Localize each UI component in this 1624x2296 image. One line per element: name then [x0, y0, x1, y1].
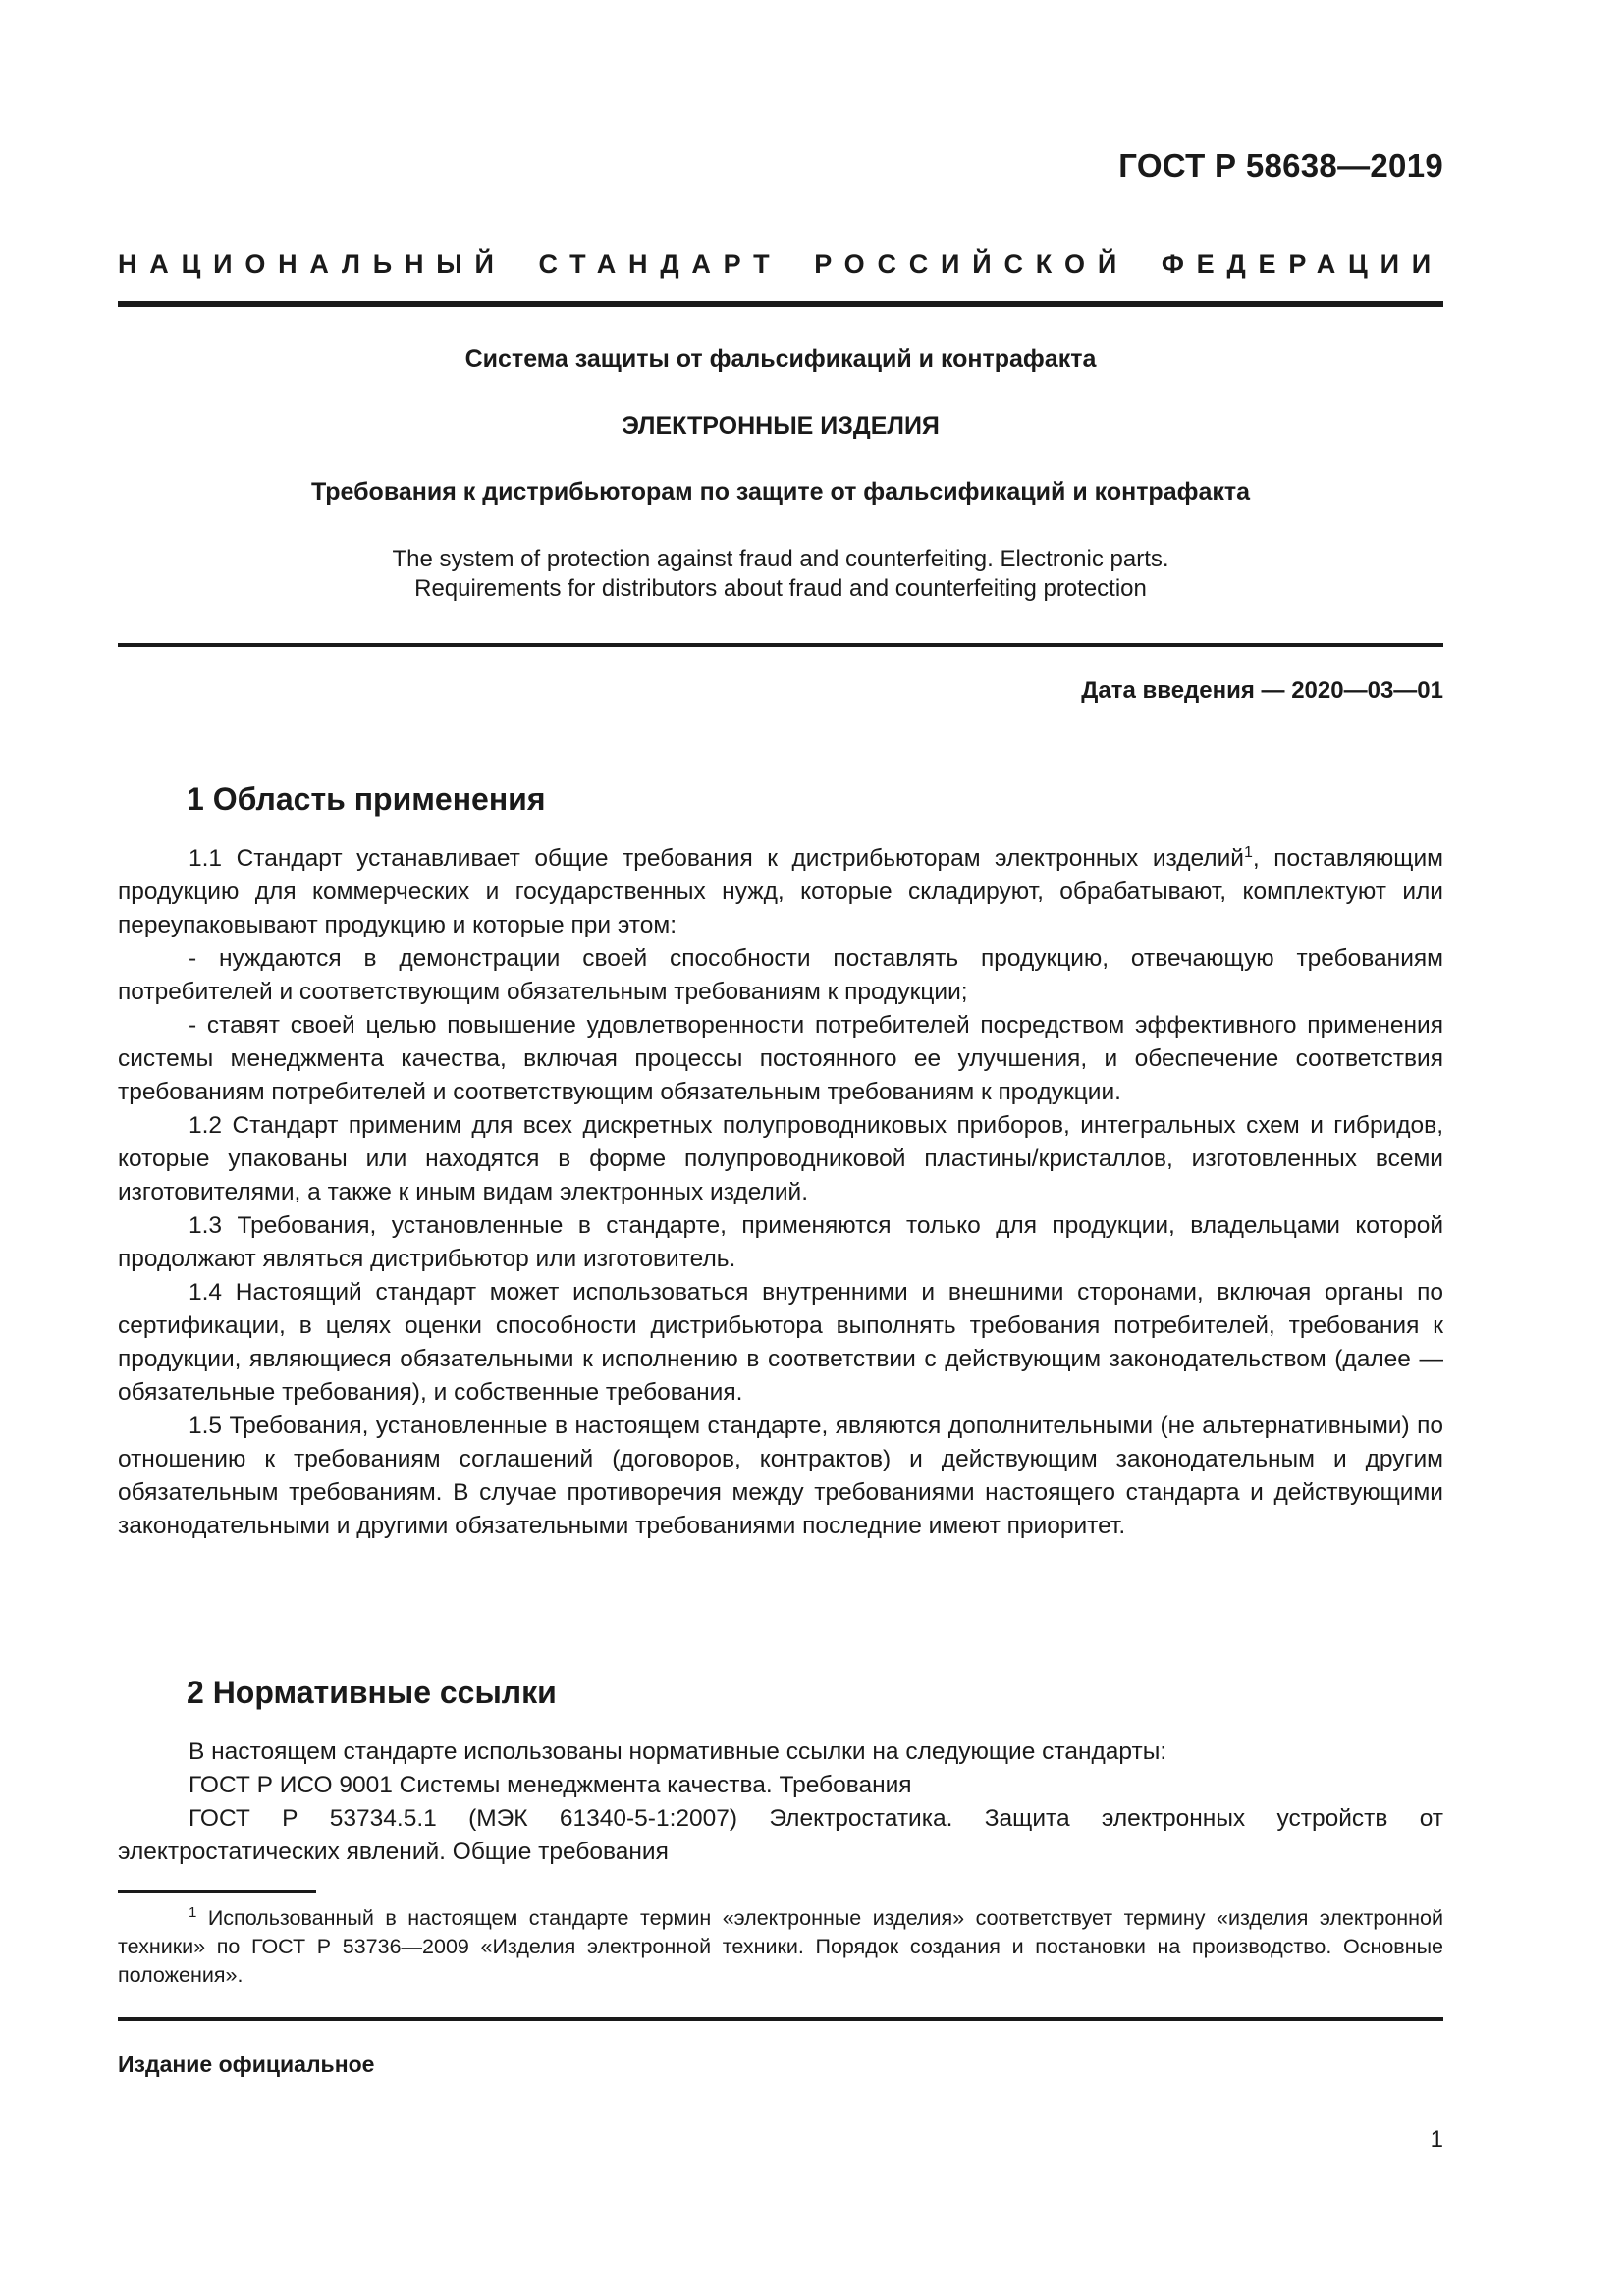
- standard-code: ГОСТ Р 58638—2019: [1118, 147, 1443, 184]
- footnote-divider: [118, 1890, 316, 1893]
- section-2-heading: 2 Нормативные ссылки: [187, 1675, 557, 1710]
- english-title-line-1: The system of protection against fraud and counterfeiting. Electronic parts.: [392, 546, 1169, 572]
- footnote: [118, 1904, 1443, 1990]
- title-main: ЭЛЕКТРОННЫЕ ИЗДЕЛИЯ: [622, 412, 940, 440]
- english-title: [118, 545, 1443, 604]
- list-item: - нуждаются в демонстрации своей способности поставлять продукцию, отвечающую требованиям потребителей и соответствующим обязательным требованиям к продукции;: [118, 945, 1443, 1005]
- footnote-reference: 1: [1243, 844, 1253, 861]
- title-subtitle: Требования к дистрибьюторам по защите от фальсификаций и контрафакта: [310, 478, 1251, 506]
- title-system: Система защиты от фальсификаций и контрафакта: [464, 346, 1097, 373]
- title-divider: [118, 643, 1443, 647]
- reference-item: ГОСТ Р ИСО 9001 Системы менеджмента качества. Требования: [189, 1772, 912, 1798]
- section-2-body: [118, 1735, 1443, 1869]
- english-title-line-2: Requirements for distributors about fraud and counterfeiting protection: [414, 575, 1147, 602]
- section-1-body: [118, 842, 1443, 1543]
- header-divider: [118, 301, 1443, 307]
- section-1-heading: 1 Область применения: [187, 781, 546, 817]
- page-number: 1: [1430, 2126, 1443, 2153]
- reference-item: ГОСТ Р 53734.5.1 (МЭК 61340-5-1:2007) Электростатика. Защита электронных устройств от электростатических явлений. Общие требования: [118, 1805, 1443, 1865]
- paragraph-1-1: [118, 842, 1443, 942]
- paragraph-1-5: 1.5 Требования, установленные в настоящем стандарте, являются дополнительными (не альтернативными) по отношению к требованиям соглашений (договоров, контрактов) и действующим законодательным и другим обязательным требованиям. В случае противоречия между требованиями настоящего стандарта и действующими законодательными и другими обязательными требованиями последние имеют приоритет.: [118, 1413, 1443, 1539]
- paragraph-1-3: 1.3 Требования, установленные в стандарте, применяются только для продукции, владельцами которой продолжают являться дистрибьютор или изготовитель.: [118, 1212, 1443, 1272]
- introduction-date: Дата введения — 2020—03—01: [1081, 677, 1443, 704]
- paragraph-1-2: 1.2 Стандарт применим для всех дискретных полупроводниковых приборов, интегральных схем и гибридов, которые упакованы или находятся в форме полупроводниковой пластины/кристаллов, изготовленных всеми изготовителями, а также к иным видам электронных изделий.: [118, 1112, 1443, 1205]
- national-standard-banner: НАЦИОНАЛЬНЫЙ СТАНДАРТ РОССИЙСКОЙ ФЕДЕРАЦИИ: [118, 249, 1443, 279]
- paragraph-1-1-text-cont: , поставляющим продукцию для коммерческих и государственных нужд, которые складируют, обрабатывают, комплектуют или переупаковывают продукцию и которые при этом:: [118, 845, 1443, 938]
- edition-label: Издание официальное: [118, 2052, 375, 2077]
- paragraph-1-4: 1.4 Настоящий стандарт может использоваться внутренними и внешними сторонами, включая органы по сертификации, в целях оценки способности дистрибьютора выполнять требования потребителей, требования к продукции, являющиеся обязательными к исполнению в соответствии с действующим законодательством (далее — обязательные требования), и собственные требования.: [118, 1279, 1443, 1406]
- footer-divider: [118, 2017, 1443, 2021]
- footnote-mark: 1: [189, 1904, 197, 1921]
- paragraph-2-intro: В настоящем стандарте использованы нормативные ссылки на следующие стандарты:: [189, 1738, 1167, 1765]
- paragraph-1-1-text: 1.1 Стандарт устанавливает общие требования к дистрибьюторам электронных изделий: [189, 845, 1244, 872]
- list-item: - ставят своей целью повышение удовлетворенности потребителей посредством эффективного применения системы менеджмента качества, включая процессы постоянного ее улучшения, и обеспечение соответствия требованиям потребителей и соответствующим обязательным требованиям к продукции.: [118, 1012, 1443, 1105]
- footnote-text: Использованный в настоящем стандарте термин «электронные изделия» соответствует термину «изделия электронной техники» по ГОСТ Р 53736—2009 «Изделия электронной техники. Порядок создания и постановки на производство. Основные положения».: [118, 1906, 1443, 1987]
